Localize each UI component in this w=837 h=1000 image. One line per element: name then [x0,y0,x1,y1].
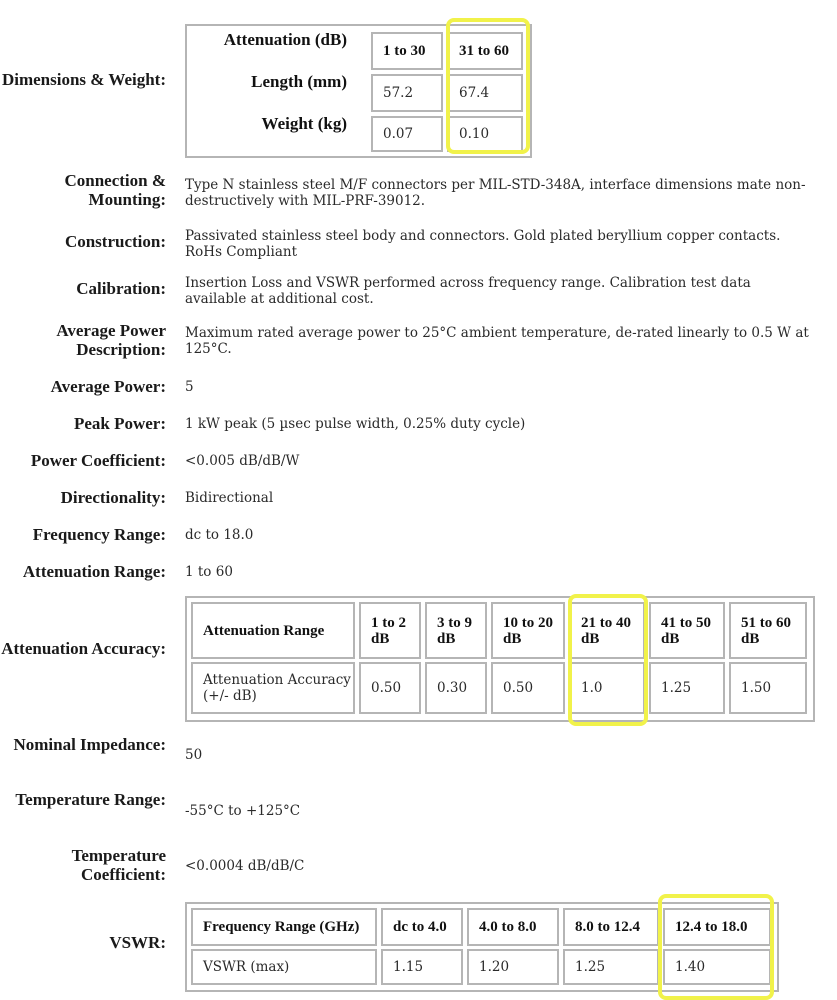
label-attenuation-range: Attenuation Range: [22,562,166,581]
vswr-table [185,902,779,992]
value-temperature-coefficient: <0.0004 dB/dB/C [185,858,305,874]
dim-weight-col1: 0.07 [371,116,443,152]
value-attenuation-range: 1 to 60 [185,564,233,580]
label-peak-power: Peak Power: [73,414,166,433]
vswr-row-label: VSWR (max) [191,949,377,985]
value-calibration: Insertion Loss and VSWR performed across frequency range. Calibration test data available at additional cost. [185,275,751,307]
accuracy-header-range: Attenuation Range [191,602,355,659]
value-directionality: Bidirectional [185,490,274,506]
row-label-attenuation: Attenuation (dB) [223,30,347,49]
label-power-coefficient: Power Coefficient: [30,451,166,470]
accuracy-header: 3 to 9 dB [425,602,487,659]
accuracy-header: 41 to 50 dB [649,602,725,659]
accuracy-value: 0.50 [359,662,421,714]
label-temperature-coefficient: Temperature Coefficient: [71,846,166,884]
value-avg-power-desc: Maximum rated average power to 25°C ambient temperature, de-rated linearly to 0.5 W at 125°C. [185,325,809,357]
row-label-weight: Weight (kg) [261,114,347,133]
dim-col1-header: 1 to 30 [371,32,443,70]
label-frequency-range: Frequency Range: [32,525,166,544]
label-directionality: Directionality: [60,488,166,507]
row-label-length: Length (mm) [251,72,347,91]
label-attenuation-accuracy: Attenuation Accuracy: [1,639,166,658]
dimensions-table [185,24,532,158]
vswr-header: 4.0 to 8.0 [467,908,559,946]
accuracy-row-label: Attenuation Accuracy (+/- dB) [191,662,355,714]
accuracy-header: 1 to 2 dB [359,602,421,659]
accuracy-value: 0.50 [491,662,565,714]
dim-length-col2: 67.4 [447,74,523,112]
vswr-header-frequency: Frequency Range (GHz) [191,908,377,946]
label-temperature-range: Temperature Range: [15,790,166,809]
accuracy-table [185,596,815,722]
accuracy-value: 0.30 [425,662,487,714]
vswr-header: 8.0 to 12.4 [563,908,659,946]
label-avg-power-desc: Average Power Description: [56,321,166,359]
value-power-coefficient: <0.005 dB/dB/W [185,453,300,469]
value-avg-power: 5 [185,379,194,395]
label-construction: Construction: [64,232,166,251]
vswr-header: 12.4 to 18.0 [663,908,771,946]
accuracy-header: 21 to 40 dB [569,602,645,659]
dim-weight-col2: 0.10 [447,116,523,152]
vswr-value: 1.20 [467,949,559,985]
dim-col2-header: 31 to 60 [447,32,523,70]
label-avg-power: Average Power: [50,377,166,396]
accuracy-value: 1.0 [569,662,645,714]
vswr-value: 1.25 [563,949,659,985]
label-vswr: VSWR: [109,933,166,952]
vswr-header: dc to 4.0 [381,908,463,946]
accuracy-value: 1.25 [649,662,725,714]
accuracy-header: 10 to 20 dB [491,602,565,659]
value-construction: Passivated stainless steel body and connectors. Gold plated beryllium copper contacts. RoHs Compliant [185,228,781,260]
accuracy-header: 51 to 60 dB [729,602,807,659]
value-peak-power: 1 kW peak (5 µsec pulse width, 0.25% duty cycle) [185,416,526,432]
value-frequency-range: dc to 18.0 [185,527,254,543]
dim-length-col1: 57.2 [371,74,443,112]
vswr-value: 1.15 [381,949,463,985]
label-dimensions-weight: Dimensions & Weight: [1,70,166,89]
value-nominal-impedance: 50 [185,747,203,763]
value-connection: Type N stainless steel M/F connectors per MIL-STD-348A, interface dimensions mate non-destructively with MIL-PRF-39012. [185,177,806,209]
value-temperature-range: -55°C to +125°C [185,803,301,819]
label-calibration: Calibration: [76,279,166,298]
accuracy-value: 1.50 [729,662,807,714]
label-nominal-impedance: Nominal Impedance: [13,735,166,754]
label-connection: Connection & Mounting: [64,171,166,209]
vswr-value: 1.40 [663,949,771,985]
